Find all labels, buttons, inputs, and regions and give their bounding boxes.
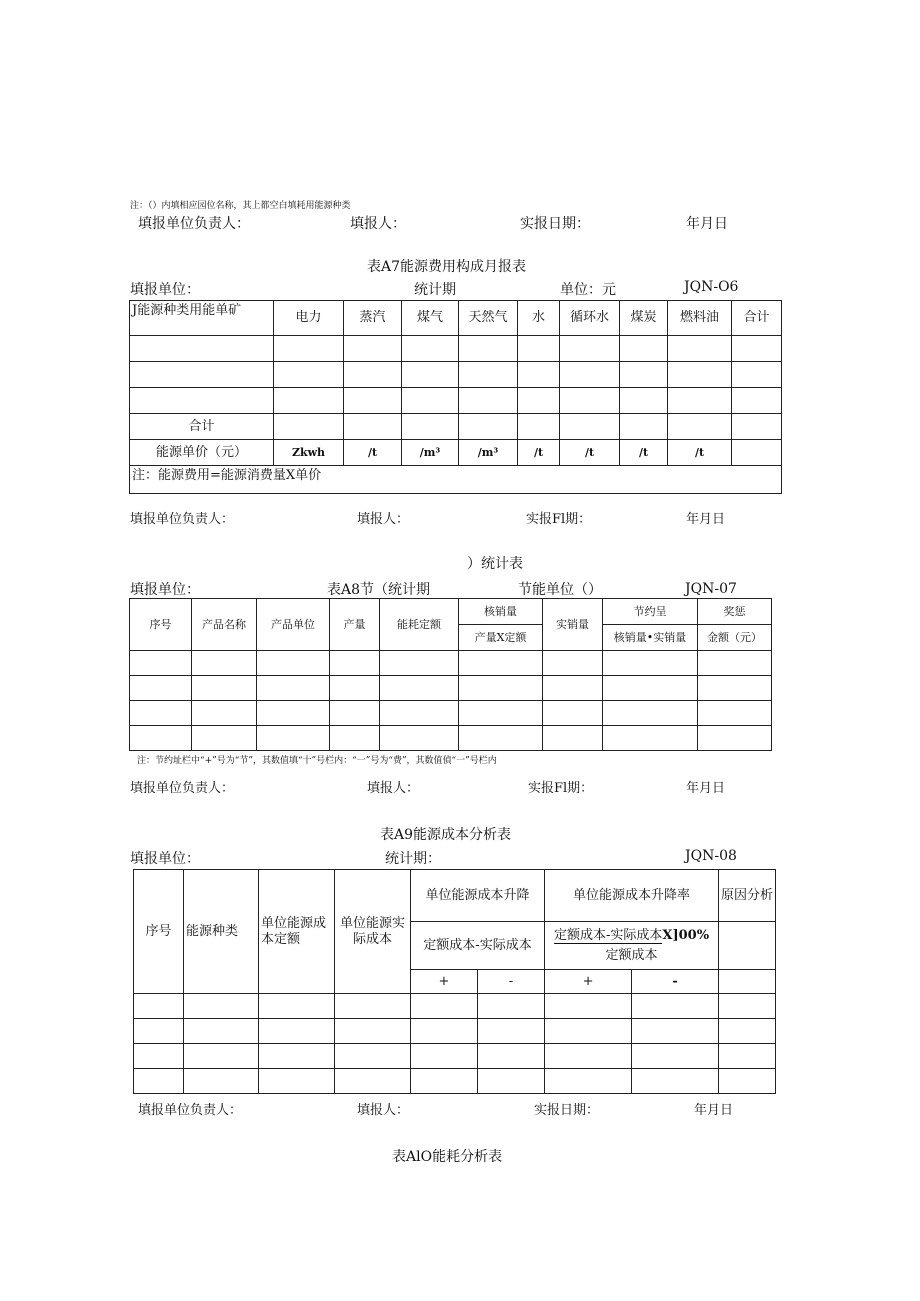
a7-price-unit: /t bbox=[344, 440, 402, 466]
signature-date: 年月日 bbox=[694, 1103, 734, 1118]
a7-col-header: 循环水 bbox=[560, 301, 620, 336]
a9-sign-plus: + bbox=[411, 970, 478, 994]
a7-price-unit: /t bbox=[560, 440, 620, 466]
a7-price-label: 能源单价（元） bbox=[130, 440, 274, 466]
a9-unit-label: 填报单位： bbox=[130, 851, 200, 867]
a9-rate-formula-denominator: 定额成本 bbox=[605, 947, 658, 963]
a9-header-seq: 序号 bbox=[134, 870, 184, 994]
signature-date-label: 实报Fl期： bbox=[528, 781, 594, 796]
a9-sign-plus: + bbox=[545, 970, 632, 994]
a7-price-row bbox=[130, 440, 782, 466]
a8-header-reward-sub: 金额（元） bbox=[698, 625, 772, 651]
a8-header-quota: 能耗定额 bbox=[380, 599, 459, 651]
signature-date: 年月日 bbox=[686, 512, 726, 527]
signature-leader: 填报单位负责人： bbox=[138, 216, 250, 232]
table-row bbox=[134, 1044, 776, 1069]
a7-total-label: 合计 bbox=[130, 414, 274, 440]
table-a10-title: 表AlO能耗分析表 bbox=[392, 1149, 503, 1165]
signature-leader: 填报单位负责人： bbox=[138, 1103, 243, 1118]
a7-price-unit: /m³ bbox=[459, 440, 518, 466]
signature-filler: 填报人： bbox=[367, 781, 420, 796]
a7-note: 注：能源费用=能源消费量X单价 bbox=[130, 466, 782, 494]
signature-date-label: 实报日期： bbox=[520, 216, 590, 232]
a9-rate-formula-mult: X]00% bbox=[662, 928, 710, 943]
table-row bbox=[130, 726, 772, 751]
a8-header-seq: 序号 bbox=[130, 599, 192, 651]
table-row bbox=[134, 1069, 776, 1094]
signature-date: 年月日 bbox=[686, 781, 726, 796]
a7-price-unit: /m³ bbox=[402, 440, 459, 466]
a9-header-reason: 原因分析 bbox=[719, 870, 776, 922]
a7-col-header: 电力 bbox=[274, 301, 344, 336]
a7-code: JQN-O6 bbox=[684, 279, 739, 295]
a9-code: JQN-08 bbox=[685, 848, 737, 864]
signature-date-label: 实报日期： bbox=[534, 1103, 600, 1118]
table-row bbox=[130, 676, 772, 701]
table-a7 bbox=[129, 300, 782, 494]
a9-header-quota-cost: 单位能源成本定额 bbox=[259, 870, 335, 994]
table-a9 bbox=[133, 869, 776, 1094]
signature-filler: 填报人： bbox=[357, 512, 410, 527]
table-row bbox=[134, 994, 776, 1019]
a9-rate-formula bbox=[545, 922, 719, 970]
a9-sign-minus: - bbox=[478, 970, 545, 994]
a7-price-unit bbox=[732, 440, 782, 466]
table-row bbox=[130, 362, 782, 388]
a7-col-header: 燃料油 bbox=[668, 301, 732, 336]
a8-header-unit: 产品单位 bbox=[257, 599, 330, 651]
a7-col-header: 煤气 bbox=[402, 301, 459, 336]
a8-header-verified-sub: 产量X定额 bbox=[459, 625, 543, 651]
a8-header-verified: 核销量 bbox=[459, 599, 543, 625]
a9-change-formula: 定额成本-实际成本 bbox=[411, 922, 545, 970]
a9-period-label: 统计期： bbox=[385, 851, 441, 867]
table-a8 bbox=[129, 598, 772, 751]
table-row bbox=[130, 651, 772, 676]
a9-header-change: 单位能源成本升降 bbox=[411, 870, 545, 922]
table-a9-title: 表A9能源成本分析表 bbox=[380, 827, 512, 843]
a8-code: JQN-07 bbox=[685, 581, 737, 597]
a8-saving-unit: 节能单位（） bbox=[518, 582, 602, 598]
signature-filler: 填报人： bbox=[357, 1103, 410, 1118]
table-a8-title-part1: ）统计表 bbox=[467, 556, 523, 572]
a9-header-type: 能源种类 bbox=[184, 870, 259, 994]
a8-header-saving: 节约呈 bbox=[603, 599, 698, 625]
a9-header-rate: 单位能源成本升降率 bbox=[545, 870, 719, 922]
a7-unit-label: 填报单位： bbox=[130, 282, 200, 298]
a7-price-unit: Zkwh bbox=[274, 440, 344, 466]
table-row bbox=[130, 388, 782, 414]
a8-unit-label: 填报单位： bbox=[130, 582, 200, 598]
a7-col-header: 天然气 bbox=[459, 301, 518, 336]
table-row bbox=[130, 414, 782, 440]
a9-sign-minus: - bbox=[632, 970, 719, 994]
a8-header-actual: 实销量 bbox=[543, 599, 603, 651]
table-row bbox=[130, 336, 782, 362]
a7-price-unit: /t bbox=[518, 440, 560, 466]
signature-leader: 填报单位负责人： bbox=[130, 781, 235, 796]
a8-header-product: 产品名称 bbox=[192, 599, 257, 651]
table-row bbox=[130, 701, 772, 726]
a7-col-header: 合计 bbox=[732, 301, 782, 336]
a8-header-output: 产量 bbox=[330, 599, 380, 651]
a8-header-reward: 奖惩 bbox=[698, 599, 772, 625]
table-row bbox=[134, 1019, 776, 1044]
a9-header-actual-cost: 单位能源实际成本 bbox=[335, 870, 411, 994]
a7-period-label: 统计期 bbox=[414, 282, 456, 298]
table-a8-title-part2: 表A8节（统计期 bbox=[327, 582, 431, 598]
a7-price-unit: /t bbox=[620, 440, 668, 466]
signature-leader: 填报单位负责人： bbox=[130, 512, 235, 527]
a8-header-saving-sub: 核销量•实销量 bbox=[603, 625, 698, 651]
a7-col-header: 蒸汽 bbox=[344, 301, 402, 336]
a7-col-header: 煤炭 bbox=[620, 301, 668, 336]
signature-date-label: 实报Fl期： bbox=[526, 512, 592, 527]
a9-rate-formula-numerator: 定额成本-实际成本 bbox=[553, 928, 663, 943]
a7-price-unit: /t bbox=[668, 440, 732, 466]
top-note: 注：（）内填相应园位名称，其上都空白填耗用能源种类 bbox=[130, 201, 351, 211]
a7-corner-header: J能源种类用能单矿 bbox=[130, 301, 274, 336]
signature-filler: 填报人： bbox=[350, 216, 406, 232]
table-a7-title: 表A7能源费用构成月报表 bbox=[367, 259, 527, 275]
a7-col-header: 水 bbox=[518, 301, 560, 336]
a8-note: 注：节约址栏中“+”号为“节”，其数值填“十”号栏内：“一”号为“费”，其数值偵“一”号栏内 bbox=[137, 756, 497, 766]
signature-date: 年月日 bbox=[686, 216, 728, 232]
a7-money-unit: 单位：元 bbox=[560, 282, 616, 298]
